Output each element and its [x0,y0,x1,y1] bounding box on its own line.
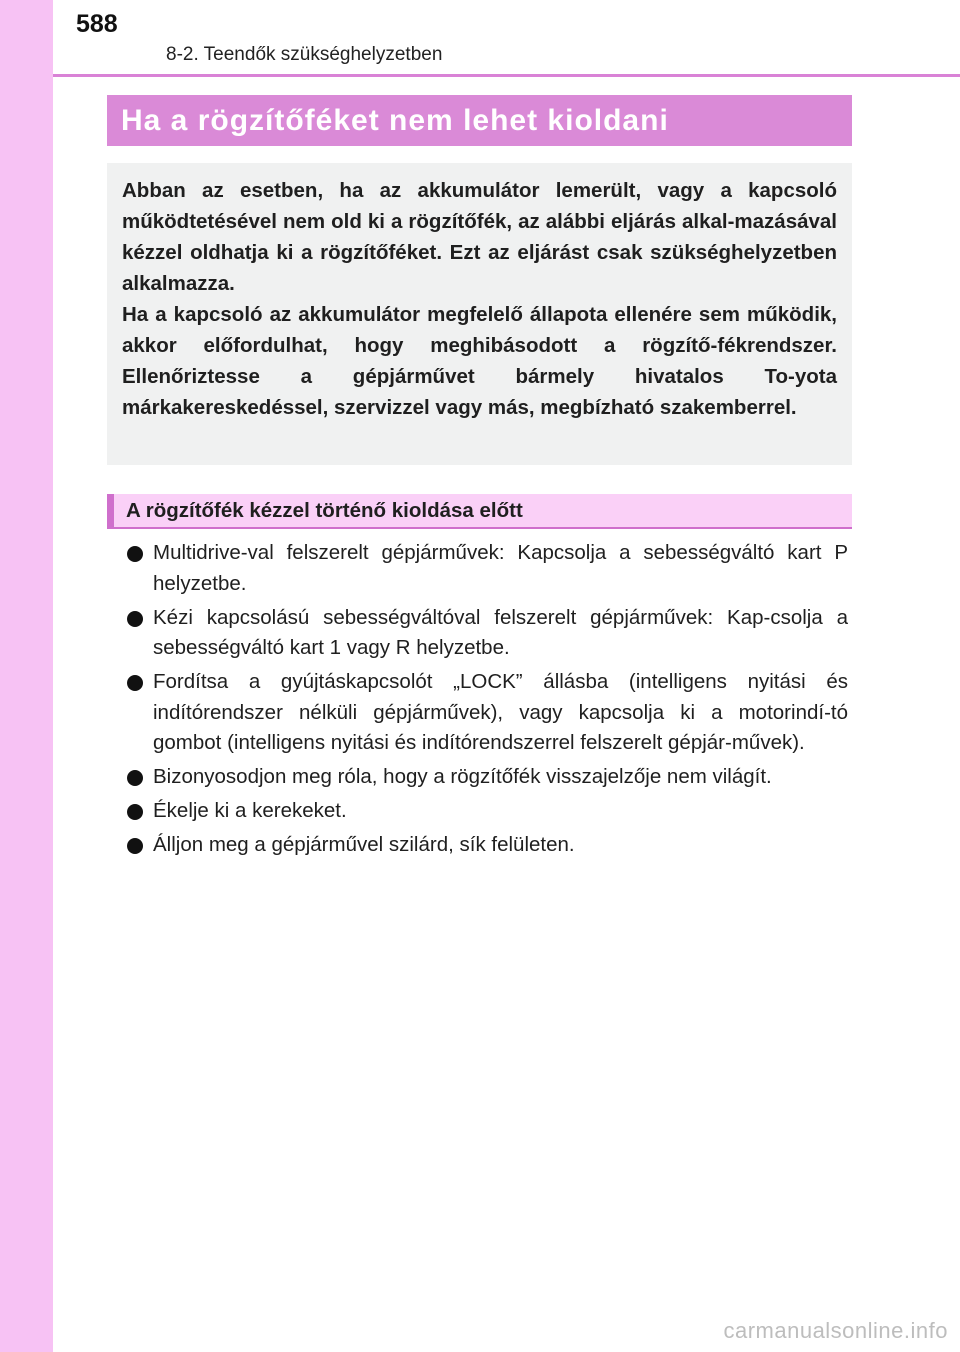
list-item [127,667,848,759]
header-divider [53,74,960,77]
section-title: Ha a rögzítőféket nem lehet kioldani [121,103,669,137]
bullet-icon [127,546,143,562]
list-item-text: Kézi kapcsolású sebességváltóval felszerelt gépjárművek: Kap-csolja a sebességváltó kart 1 vagy R helyzetbe. [153,605,848,659]
list-item-text: Ékelje ki a kerekeket. [153,799,347,822]
bullet-icon [127,675,143,691]
section-path: 8-2. Teendők szükséghelyzetben [166,44,443,65]
subheading-underline [107,527,852,529]
notice-box [107,163,852,465]
list-item [127,796,848,827]
instruction-list [127,538,848,864]
side-color-strip [0,0,53,1352]
bullet-icon [127,611,143,627]
list-item [127,762,848,793]
subheading-title: A rögzítőfék kézzel történő kioldása előtt [126,499,523,522]
bullet-icon [127,770,143,786]
bullet-icon [127,804,143,820]
notice-paragraph-1: Abban az esetben, ha az akkumulátor lemerült, vagy a kapcsoló működtetésével nem old ki a rögzítőfék, az alábbi eljárás alkal-mazásával kézzel oldhatja ki a rögzítőféket. Ezt az eljárást csak szükséghelyzetben alkalmazza. [122,179,837,295]
list-item-text: Álljon meg a gépjárművel szilárd, sík felületen. [153,833,575,856]
list-item [127,830,848,861]
notice-paragraph-2: Ha a kapcsoló az akkumulátor megfelelő állapota ellenére sem működik, akkor előfordulhat, hogy meghibásodott a rögzítő-fékrendszer. Ellenőriztesse a gépjárművet bármely hivatalos To-yota márkakereskedéssel, szervizzel vagy más, megbízható szakemberrel. [122,303,837,419]
list-item [127,603,848,664]
bullet-icon [127,838,143,854]
list-item [127,538,848,599]
list-item-text: Multidrive-val felszerelt gépjárművek: Kapcsolja a sebességváltó kart P helyzetbe. [153,541,848,595]
watermark: carmanualsonline.info [723,1318,948,1343]
list-item-text: Bizonyosodjon meg róla, hogy a rögzítőfék visszajelzője nem világít. [153,765,772,788]
page-number: 588 [76,10,118,38]
subheading-bar [107,494,852,528]
section-title-bar [107,95,852,146]
list-item-text: Fordítsa a gyújtáskapcsolót „LOCK” állásba (intelligens nyitási és indítórendszer nélküli gépjárművek), vagy kapcsolja ki a motorindí-tó gombot (intelligens nyitási és indítórendszerrel felszerelt gépjár-művek). [153,670,848,754]
